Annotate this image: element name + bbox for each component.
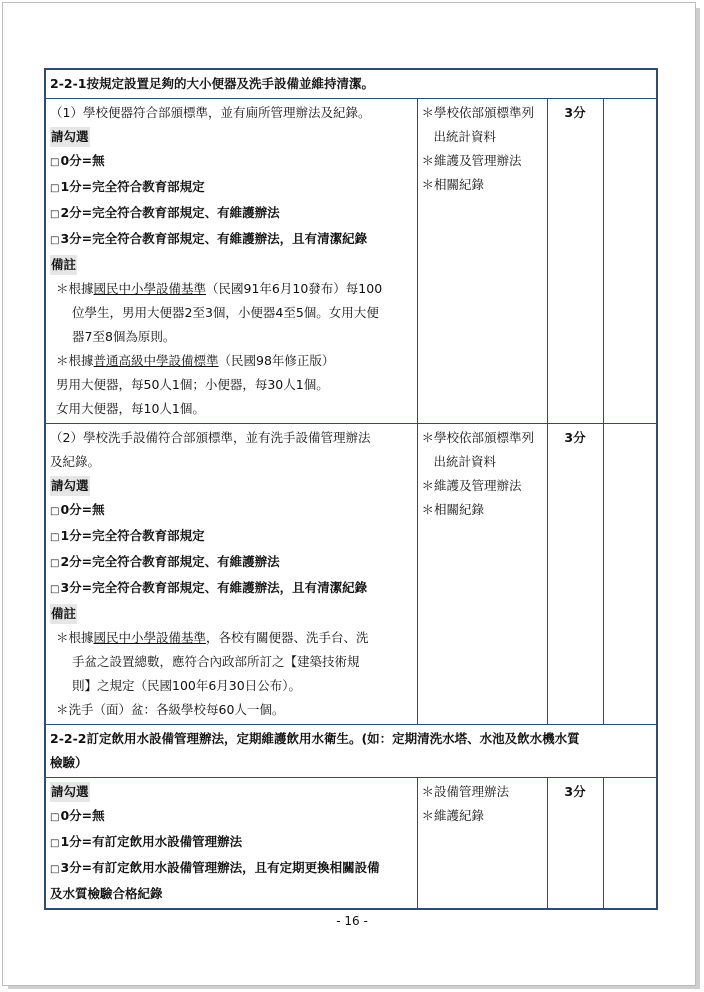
option-2[interactable]: □2分=完全符合教育部規定、有維護辦法 — [50, 205, 280, 220]
pick-label: 請勾選 — [50, 782, 90, 802]
option-0[interactable]: □0分=無 — [50, 808, 105, 823]
sub-item-title: （2）學校洗手設備符合部頒標準，並有洗手設備管理辦法 — [50, 430, 371, 445]
item-header-row — [45, 725, 657, 778]
reference-item: ＊相關紀錄 — [421, 502, 485, 517]
reference-item: ＊維護及管理辦法 — [421, 153, 522, 168]
standard-name: 國民中小學設備基準 — [93, 630, 207, 645]
score-cell: 3分 — [547, 99, 603, 424]
evaluation-table — [44, 68, 658, 910]
checkbox-icon[interactable]: □ — [50, 838, 60, 849]
note-label: 備註 — [50, 255, 77, 275]
option-3[interactable]: □3分=完全符合教育部規定、有維護辦法，且有清潔紀錄 — [50, 231, 368, 246]
option-3-cont: 及水質檢驗合格紀錄 — [50, 886, 163, 901]
reference-cell — [417, 99, 547, 424]
pick-label: 請勾選 — [50, 476, 90, 496]
option-3[interactable]: □3分=完全符合教育部規定、有維護辦法，且有清潔紀錄 — [50, 580, 368, 595]
note-line: ＊洗手（面）盆：各級學校每60人一個。 — [56, 702, 285, 717]
checkbox-icon[interactable]: □ — [50, 584, 60, 595]
reference-item: ＊維護及管理辦法 — [421, 478, 522, 493]
page-number: - 16 - — [336, 914, 368, 928]
checkbox-icon[interactable]: □ — [50, 558, 60, 569]
note-line: ＊根據普通高級中學設備標準（民國98年修正版） — [56, 353, 335, 368]
option-1[interactable]: □1分=有訂定飲用水設備管理辦法 — [50, 834, 243, 849]
blank-score-cell[interactable] — [603, 99, 657, 424]
note-line: ＊根據國民中小學設備基準（民國91年6月10發布）每100 — [56, 281, 383, 296]
blank-score-cell[interactable] — [603, 778, 657, 910]
criteria-cell — [45, 778, 417, 910]
option-1[interactable]: □1分=完全符合教育部規定 — [50, 179, 205, 194]
standard-name: 國民中小學設備基準 — [93, 281, 207, 296]
note-line: 女用大便器，每10人1個。 — [56, 401, 205, 416]
option-0[interactable]: □0分=無 — [50, 502, 105, 517]
criteria-cell — [45, 424, 417, 725]
checkbox-icon[interactable]: □ — [50, 183, 60, 194]
option-1[interactable]: □1分=完全符合教育部規定 — [50, 528, 205, 543]
sub-item-row — [45, 424, 657, 725]
score-cell: 3分 — [547, 778, 603, 910]
sub-item-title: （1）學校便器符合部頒標準，並有廁所管理辦法及紀錄。 — [50, 105, 371, 120]
criteria-cell — [45, 99, 417, 424]
checkbox-icon[interactable]: □ — [50, 864, 60, 875]
checkbox-icon[interactable]: □ — [50, 506, 60, 517]
sub-item-title-cont: 及紀錄。 — [50, 454, 101, 469]
note-label: 備註 — [50, 604, 77, 624]
note-line: ＊根據國民中小學設備基準，各校有關便器、洗手台、洗 — [56, 630, 369, 645]
pick-label: 請勾選 — [50, 127, 90, 147]
note-line: 器7至8個為原則。 — [72, 329, 176, 344]
reference-item: ＊維護紀錄 — [421, 808, 485, 823]
reference-item: ＊設備管理辦法 — [421, 784, 510, 799]
reference-cell — [417, 778, 547, 910]
score-cell: 3分 — [547, 424, 603, 725]
reference-item: ＊學校依部頒標準列 — [421, 105, 535, 120]
blank-score-cell[interactable] — [603, 424, 657, 725]
checkbox-icon[interactable]: □ — [50, 235, 60, 246]
option-2[interactable]: □2分=完全符合教育部規定、有維護辦法 — [50, 554, 280, 569]
sub-item-row — [45, 99, 657, 424]
item-header: 2-2-1按規定設置足夠的大小便器及洗手設備並維持清潔。 — [45, 69, 657, 99]
item-header: 2-2-2訂定飲用水設備管理辦法，定期維護飲用水衛生。(如：定期清洗水塔、水池及飲水機水質 檢驗） — [45, 725, 657, 778]
reference-item: ＊學校依部頒標準列 — [421, 430, 535, 445]
note-line: 則】之規定（民國100年6月30日公布）。 — [72, 678, 301, 693]
option-3[interactable]: □3分=有訂定飲用水設備管理辦法，且有定期更換相關設備 — [50, 860, 380, 875]
reference-item: ＊相關紀錄 — [421, 177, 485, 192]
reference-item: 出統計資料 — [433, 129, 497, 144]
note-line: 男用大便器，每50人1個；小便器，每30人1個。 — [56, 377, 329, 392]
option-0[interactable]: □0分=無 — [50, 153, 105, 168]
item-header-row — [45, 69, 657, 99]
standard-name: 普通高級中學設備標準 — [93, 353, 219, 368]
reference-item: 出統計資料 — [433, 454, 497, 469]
sub-item-row — [45, 778, 657, 910]
note-line: 手盆之設置總數，應符合內政部所訂之【建築技術規 — [72, 654, 360, 669]
checkbox-icon[interactable]: □ — [50, 157, 60, 168]
checkbox-icon[interactable]: □ — [50, 209, 60, 220]
checkbox-icon[interactable]: □ — [50, 532, 60, 543]
reference-cell — [417, 424, 547, 725]
note-line: 位學生，男用大便器2至3個，小便器4至5個。女用大便 — [72, 305, 379, 320]
checkbox-icon[interactable]: □ — [50, 812, 60, 823]
